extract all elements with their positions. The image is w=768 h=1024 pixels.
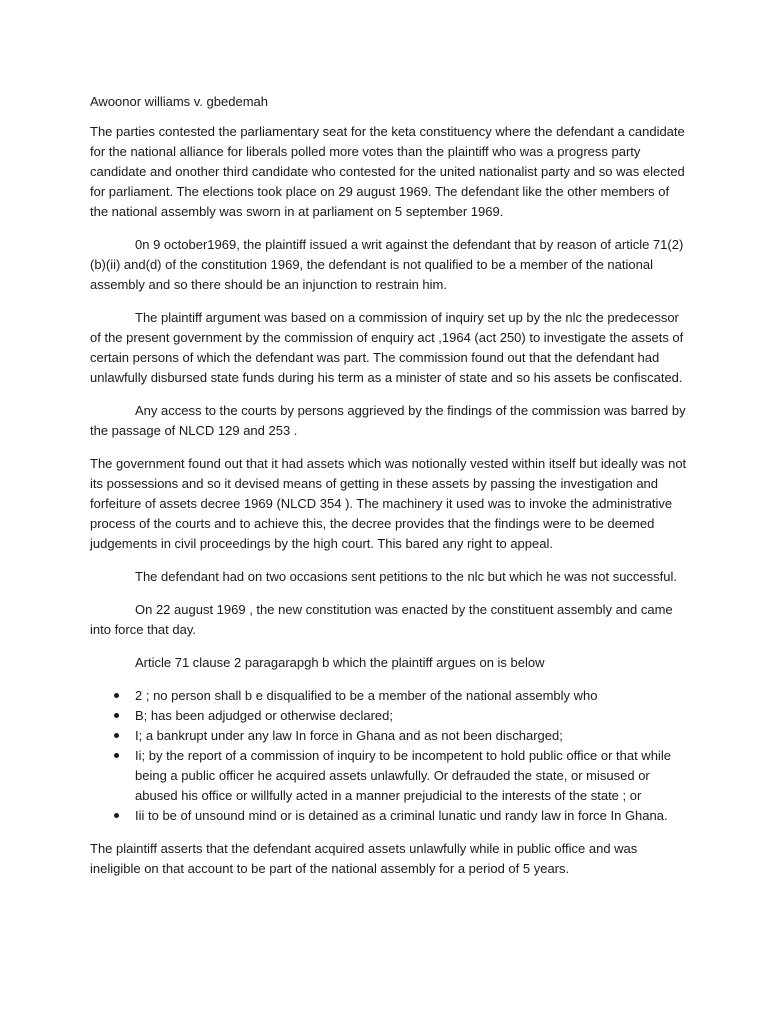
list-item-text: 2 ; no person shall b e disqualified to be a member of the national assembly who	[135, 688, 598, 703]
document-title: Awoonor williams v. gbedemah	[90, 94, 268, 109]
paragraph-closing: The plaintiff asserts that the defendant acquired assets unlawfully while in public office and was ineligible on that account to be part of the national assembly for a period of 5 years.	[90, 841, 638, 876]
bullet-icon	[114, 813, 119, 818]
list-item-text: B; has been adjudged or otherwise declared;	[135, 708, 394, 723]
list-item	[90, 746, 690, 806]
article-clause-list	[90, 686, 690, 826]
list-item	[90, 726, 690, 746]
paragraph-court-access: Any access to the courts by persons aggrieved by the findings of the commission was barred by the passage of NLCD 129 and 253 .	[90, 403, 686, 438]
bullet-icon	[114, 713, 119, 718]
list-item	[90, 686, 690, 706]
list-item	[90, 806, 690, 826]
list-item-text: Iii to be of unsound mind or is detained as a criminal lunatic und randy law in force In Ghana.	[135, 808, 668, 823]
list-item-text: I; a bankrupt under any law In force in Ghana and as not been discharged;	[135, 728, 563, 743]
list-item-text: Ii; by the report of a commission of inquiry to be incompetent to hold public office or that while being a public officer he acquired assets unlawfully. Or defrauded the state, or misused or abused his office or willfully acted in a manner prejudicial to the interests of the state ; or	[135, 748, 671, 803]
bullet-icon	[114, 753, 119, 758]
paragraph-plaintiff-argument: The plaintiff argument was based on a commission of inquiry set up by the nlc the predecessor of the present government by the commission of enquiry act ,1964 (act 250) to investigate the assets of certain persons of which the defendant was part. The commission found out that the defendant had unlawfully disbursed state funds during his term as a minister of state and so his assets be confiscated.	[90, 310, 684, 385]
paragraph-petitions: The defendant had on two occasions sent petitions to the nlc but which he was not successful.	[135, 569, 677, 584]
paragraph-writ: 0n 9 october1969, the plaintiff issued a writ against the defendant that by reason of article 71(2)(b)(ii) and(d) of the constitution 1969, the defendant is not qualified to be a member of the national assembly and so there should be an injunction to restrain him.	[90, 237, 684, 292]
document-page	[90, 92, 690, 892]
list-item	[90, 706, 690, 726]
paragraph-constitution: On 22 august 1969 , the new constitution was enacted by the constituent assembly and came into force that day.	[90, 602, 673, 637]
paragraph-article-intro: Article 71 clause 2 paragarapgh b which the plaintiff argues on is below	[135, 655, 545, 670]
paragraph-government-assets: The government found out that it had assets which was notionally vested within itself but ideally was not its possessions and so it devised means of getting in these assets by passing the investigation and forfeiture of assets decree 1969 (NLCD 354 ). The machinery it used was to invoke the administrative process of the courts and to achieve this, the decree provides that the findings were to be deemed judgements in civil proceedings by the high court. This bared any right to appeal.	[90, 456, 687, 551]
bullet-icon	[114, 693, 119, 698]
bullet-icon	[114, 733, 119, 738]
paragraph-parties: The parties contested the parliamentary seat for the keta constituency where the defendant a candidate for the national alliance for liberals polled more votes than the plaintiff who was a progress party candidate and onother third candidate who contested for the united nationalist party and so was elected for parliament. The elections took place on 29 august 1969. The defendant like the other members of the national assembly was sworn in at parliament on 5 september 1969.	[90, 124, 685, 219]
